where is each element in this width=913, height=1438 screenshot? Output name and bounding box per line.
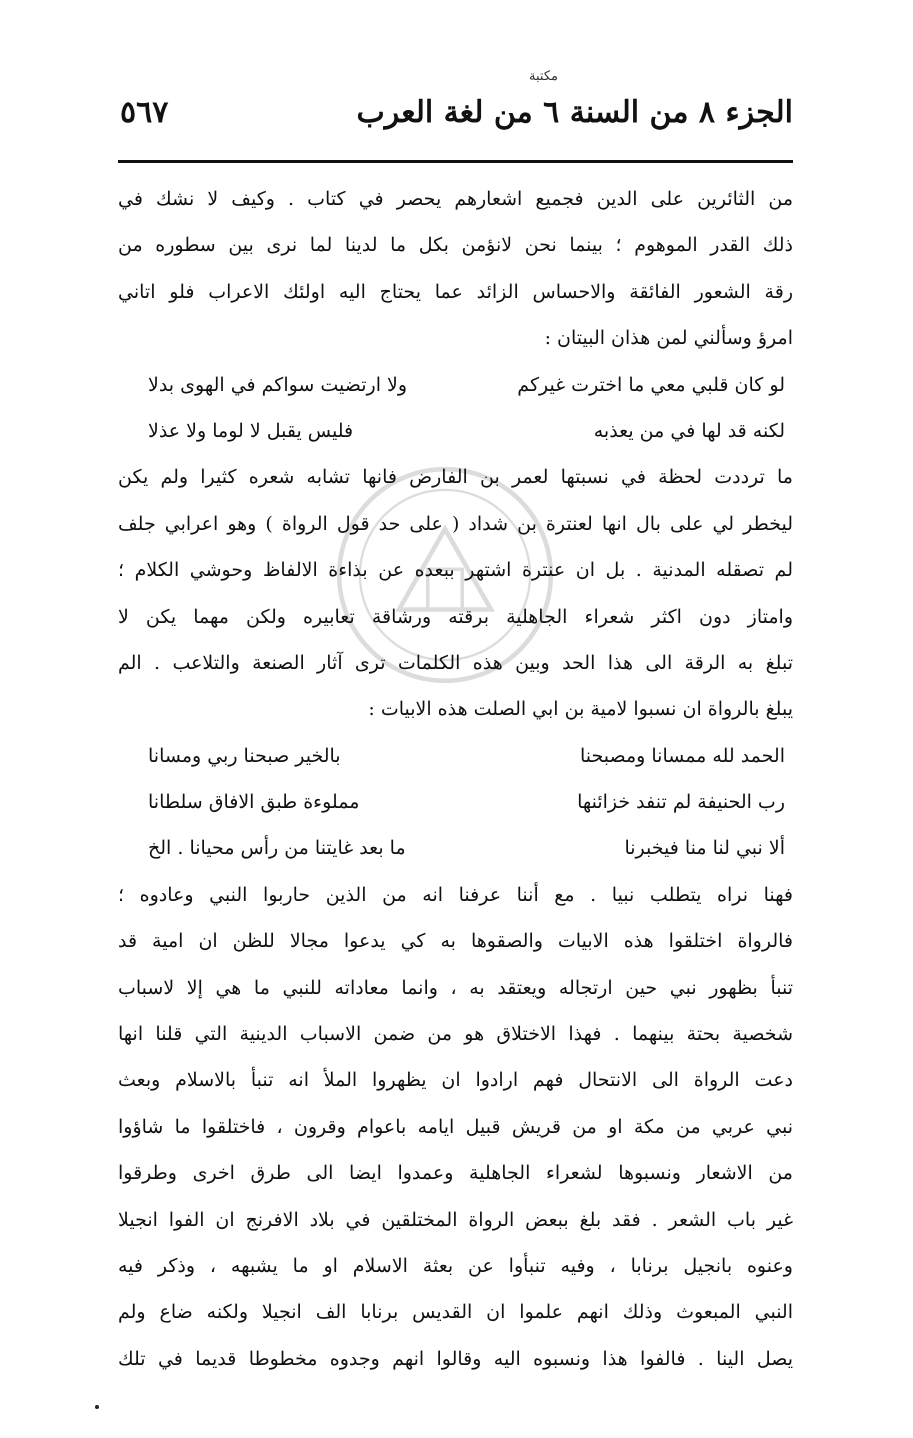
text-line: من الاشعار ونسبوها لشعراء الجاهلية وعمدوا ايضا الى طرق اخرى وطرقوا xyxy=(118,1162,793,1185)
running-header xyxy=(120,69,793,145)
text-line: ما ترددت لحظة في نسبتها لعمر بن الفارض فانها تشابه شعره كثيرا ولم يكن xyxy=(118,466,793,489)
text-line: رقة الشعور الفائقة والاحساس الزائد عما يحتاج اليه اولئك الاعراب فلو اتاني xyxy=(118,280,793,303)
text-line: نبي عربي من مكة او من قريش قبيل ايامه باعوام وقرون ، فاختلقوا ما شاؤوا xyxy=(118,1115,793,1138)
verse-line xyxy=(118,825,793,871)
text-line: تبلغ به الرقة الى هذا الحد وبين هذه الكلمات ترى آثار الصنعة والتلاعب . الم xyxy=(118,651,793,674)
verse-line xyxy=(118,733,793,779)
page-number: ٥٦٧ xyxy=(120,95,169,130)
text-line: شخصية بحتة بينهما . فهذا الاختلاق هو من ضمن الاسباب الدينية التي قلنا انها xyxy=(118,1023,793,1046)
text-line: لم تصقله المدنية . بل ان عنترة اشتهر ببعده عن بذاءة الالفاظ وحوشي الكلام ؛ xyxy=(118,559,793,582)
text-line: وامتاز دون اكثر شعراء الجاهلية برقته ورشاقة تعابيره ولكن مهما يكن لا xyxy=(118,605,793,628)
text-line: ذلك القدر الموهوم ؛ بينما نحن لانؤمن بكل ما لدينا لما نرى بين سطوره من xyxy=(118,234,793,257)
verse-second-hemistich: فليس يقبل لا لوما ولا عذلا xyxy=(148,419,354,442)
verse-second-hemistich: مملوءة طبق الافاق سلطانا xyxy=(148,791,360,814)
text-line: تنبأ بظهور نبي حين ارتجاله ويعتقد به ، وانما معاداته للنبي ما هي إلا لاسباب xyxy=(118,976,793,999)
verse-line xyxy=(118,362,793,408)
header-divider xyxy=(118,160,793,163)
text-line: وعنوه بانجيل برنابا ، وفيه تنبأوا عن بعثة الاسلام او ما يشبهه ، وذكر فيه xyxy=(118,1254,793,1277)
text-line: ليخطر لي على بال انها لعنترة بن شداد ( على حد قول الرواة ) وهو اعرابي جلف xyxy=(118,512,793,535)
article-body xyxy=(118,176,793,1382)
text-line: غير باب الشعر . فقد بلغ ببعض الرواة المختلقين في بلاد الافرنج ان الفوا انجيلا xyxy=(118,1208,793,1231)
verse-first-hemistich: الحمد لله ممسانا ومصبحنا xyxy=(579,744,785,767)
text-line: فهنا نراه يتطلب نبيا . مع أننا عرفنا انه من الذين حاربوا النبي وعادوه ؛ xyxy=(118,883,793,906)
text-line: يصل الينا . فالفوا هذا ونسبوه اليه وقالوا انهم وجدوه مخطوطا قديما في تلك xyxy=(118,1347,793,1370)
verse-second-hemistich: بالخير صبحنا ربي ومسانا xyxy=(148,744,341,767)
header-stamp: مكتبة xyxy=(529,69,558,84)
verse-second-hemistich: ما بعد غايتنا من رأس محيانا . الخ xyxy=(148,837,406,860)
text-line: امرؤ وسألني لمن هذان البيتان : xyxy=(544,327,793,350)
text-line: فالرواة اختلقوا هذه الابيات والصقوها به كي يدعوا مجالا للظن ان امية قد xyxy=(118,930,793,953)
text-line: دعت الرواة الى الانتحال فهم ارادوا ان يظهروا الملأ انه تنبأ بالاسلام وبعث xyxy=(118,1069,793,1092)
verse-first-hemistich: رب الحنيفة لم تنفد خزائنها xyxy=(577,791,785,814)
verse-line xyxy=(118,779,793,825)
verse-first-hemistich: ألا نبي لنا منا فيخبرنا xyxy=(624,837,785,860)
verse-first-hemistich: لكنه قد لها في من يعذبه xyxy=(593,419,785,442)
page-mark xyxy=(95,1405,99,1409)
verse-second-hemistich: ولا ارتضيت سواكم في الهوى بدلا xyxy=(148,373,408,396)
verse-first-hemistich: لو كان قلبي معي ما اخترت غيركم xyxy=(517,373,785,396)
verse-line xyxy=(118,408,793,454)
text-line: النبي المبعوث وذلك انهم علموا ان القديس برنابا الف انجيلا ولكنه ضاع ولم xyxy=(118,1301,793,1324)
text-line: يبلغ بالرواة ان نسبوا لامية بن ابي الصلت هذه الابيات : xyxy=(368,698,793,721)
text-line: من الثائرين على الدين فجميع اشعارهم يحصر في كتاب . وكيف لا نشك في xyxy=(118,188,793,210)
journal-issue-title: الجزء ٨ من السنة ٦ من لغة العرب xyxy=(356,95,793,130)
